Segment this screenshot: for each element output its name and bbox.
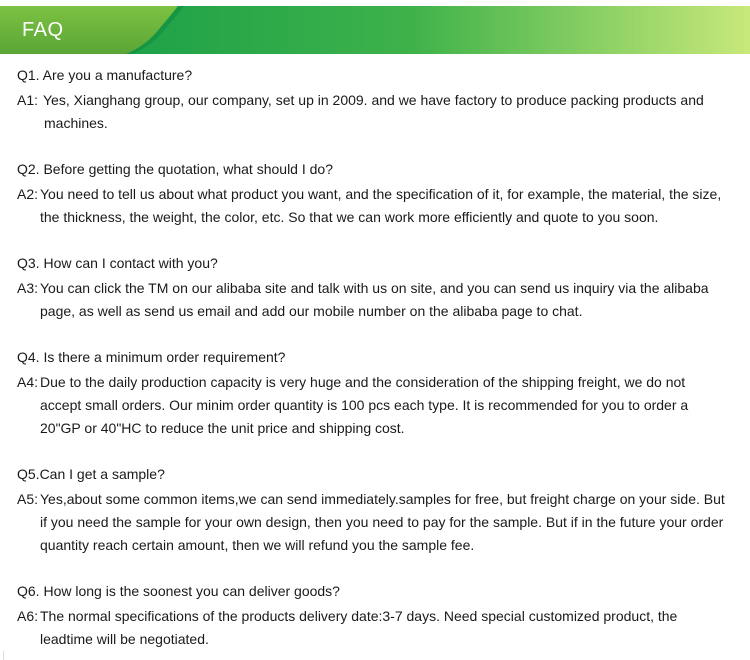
faq-answer-text: Due to the daily production capacity is very huge and the consideration of the shipping freight, we do not accept small orders. Our minim order quantity is 100 pcs each type. It is recommended for you to order a 20"GP or 40"HC to reduce the unit price and shipping cost.: [40, 374, 689, 436]
faq-answer-text: You can click the TM on our alibaba site and talk with us on site, and you can send us inquiry via the alibaba page, as well as send us email and add our mobile number on the alibaba page to chat.: [40, 280, 709, 319]
faq-answer-tag: A1:: [17, 92, 39, 108]
faq-answer-text: Yes,about some common items,we can send immediately.samples for free, but freight charge on your side. But if you need the sample for your own design, then you need to pay for the sample. But if in the future your order quantity reach certain amount, then we will refund you the sample fee.: [40, 491, 725, 553]
faq-answer-tag: A3:: [17, 280, 39, 296]
faq-question: Q6. How long is the soonest you can deliver goods?: [17, 583, 340, 599]
page-title: FAQ: [22, 19, 64, 41]
faq-answer: [17, 183, 727, 229]
faq-answer-text: You need to tell us about what product you want, and the specification of it, for example, the material, the size, the thickness, the weight, the color, etc. So that we can work more efficiently and quote to you soon.: [40, 186, 722, 225]
faq-answer-tag: A6:: [17, 608, 39, 624]
faq-answer-text: Yes, Xianghang group, our company, set up in 2009. and we have factory to produce packing products and machines.: [43, 92, 704, 131]
banner-graphic: [0, 6, 750, 54]
faq-answer: [17, 488, 727, 557]
faq-question: Q2. Before getting the quotation, what should I do?: [17, 161, 333, 177]
faq-header-banner: [0, 6, 750, 54]
faq-answer-text: The normal specifications of the products delivery date:3-7 days. Need special customized product, the leadtime will be negotiated.: [40, 608, 678, 647]
faq-answer-tag: A5:: [17, 491, 39, 507]
faq-answer: [17, 277, 727, 323]
faq-question: Q3. How can I contact with you?: [17, 255, 218, 271]
page-edge-divider: [3, 651, 4, 660]
faq-answer-tag: A2:: [17, 186, 39, 202]
faq-answer-tag: A4:: [17, 374, 39, 390]
faq-question: Q5.Can I get a sample?: [17, 466, 165, 482]
faq-answer: [17, 605, 727, 651]
faq-answer: [17, 89, 727, 135]
faq-answer: [17, 371, 727, 440]
faq-question: Q1. Are you a manufacture?: [17, 67, 193, 83]
faq-question: Q4. Is there a minimum order requirement?: [17, 349, 286, 365]
